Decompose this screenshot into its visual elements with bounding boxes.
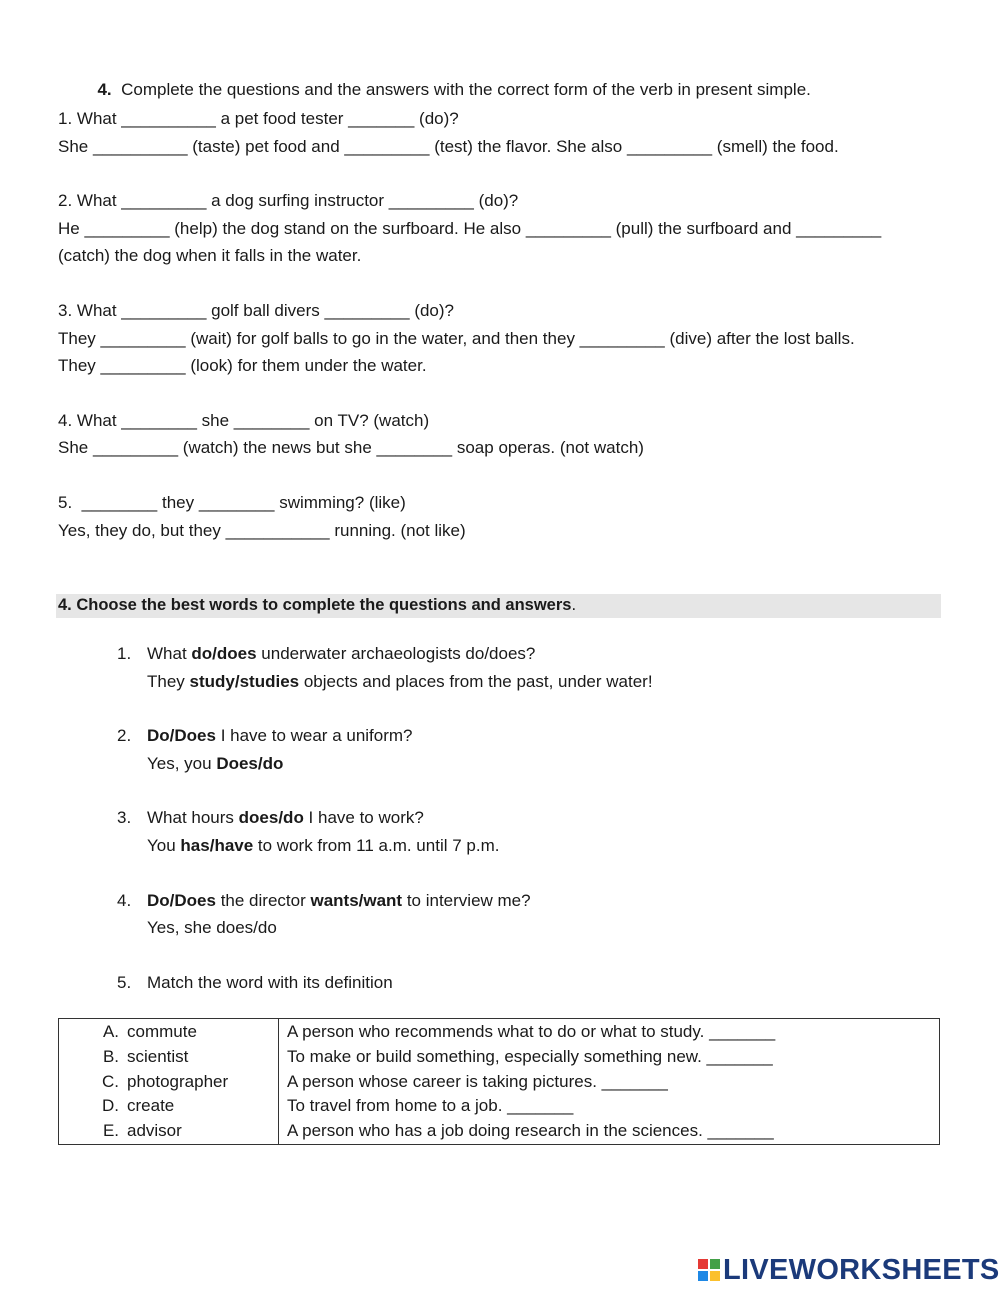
item-answer: They study/studies objects and places from the past, under water! <box>147 672 653 691</box>
exercise-line: 3. What _________ golf ball divers _________ (do)? <box>58 301 455 320</box>
item-answer: Yes, you Does/do <box>147 754 284 773</box>
section1-number: 4. <box>97 80 112 99</box>
exercise-line: (catch) the dog when it falls in the water. <box>58 246 362 265</box>
definition-row[interactable]: To make or build something, especially something new. _______ <box>287 1046 773 1066</box>
exercise-line: He _________ (help) the dog stand on the surfboard. He also _________ (pull) the surfboard and _________ <box>58 219 882 238</box>
exercise-line: Yes, they do, but they ___________ running. (not like) <box>58 521 466 540</box>
definition-row[interactable]: A person who has a job doing research in the sciences. _______ <box>287 1121 774 1141</box>
item-question: What do/does underwater archaeologists do/does? <box>147 644 536 663</box>
definition-row[interactable]: A person whose career is taking pictures. _______ <box>287 1071 668 1091</box>
word-row: E. advisor <box>102 1121 182 1141</box>
item-question: Do/Does I have to wear a uniform? <box>147 726 413 745</box>
exercise-line: 5. ________ they ________ swimming? (like) <box>58 493 406 512</box>
liveworksheets-logo <box>698 1252 1000 1288</box>
exercise-line: They _________ (wait) for golf balls to go in the water, and then they _________ (dive) after the lost balls. <box>58 329 855 348</box>
section1-instruction <box>88 60 811 100</box>
logo-text: LIVEWORKSHEETS <box>723 1253 1000 1286</box>
section2-title-text: 4. Choose the best words to complete the questions and answers <box>58 596 572 614</box>
item-number: 4. <box>117 891 132 910</box>
item-number: 3. <box>117 808 132 827</box>
words-column <box>59 1019 279 1145</box>
item-number: 2. <box>117 726 132 745</box>
exercise-line: 2. What _________ a dog surfing instructor _________ (do)? <box>58 191 519 210</box>
definition-row[interactable]: To travel from home to a job. _______ <box>287 1096 574 1116</box>
exercise-line: 1. What __________ a pet food tester _______ (do)? <box>58 109 459 128</box>
definitions-column <box>279 1019 940 1145</box>
item-number: 5. <box>117 973 132 992</box>
exercise-line: 4. What ________ she ________ on TV? (watch) <box>58 411 430 430</box>
section2-title-end: . <box>571 596 577 614</box>
item-question: Match the word with its definition <box>147 973 393 992</box>
section1-instruction-text: Complete the questions and the answers with the correct form of the verb in present simple. <box>121 80 811 99</box>
item-question: What hours does/do I have to work? <box>147 808 424 827</box>
word-row: C. photographer <box>102 1071 229 1091</box>
item-number: 1. <box>117 644 132 663</box>
item-answer: You has/have to work from 11 a.m. until 7 p.m. <box>147 836 500 855</box>
match-table <box>58 1018 940 1145</box>
exercise-line: She _________ (watch) the news but she ________ soap operas. (not watch) <box>58 438 644 457</box>
logo-squares-icon <box>698 1259 720 1281</box>
word-row: A. commute <box>102 1022 197 1041</box>
word-row: D. create <box>102 1096 175 1116</box>
item-answer: Yes, she does/do <box>147 918 277 937</box>
word-row: B. scientist <box>102 1046 189 1066</box>
definition-row[interactable]: A person who recommends what to do or what to study. _______ <box>287 1022 776 1041</box>
section2-title <box>58 596 576 615</box>
exercise-line: They _________ (look) for them under the water. <box>58 356 427 375</box>
item-question: Do/Does the director wants/want to interview me? <box>147 891 531 910</box>
exercise-line: She __________ (taste) pet food and _________ (test) the flavor. She also _________ (smell) the food. <box>58 137 839 156</box>
